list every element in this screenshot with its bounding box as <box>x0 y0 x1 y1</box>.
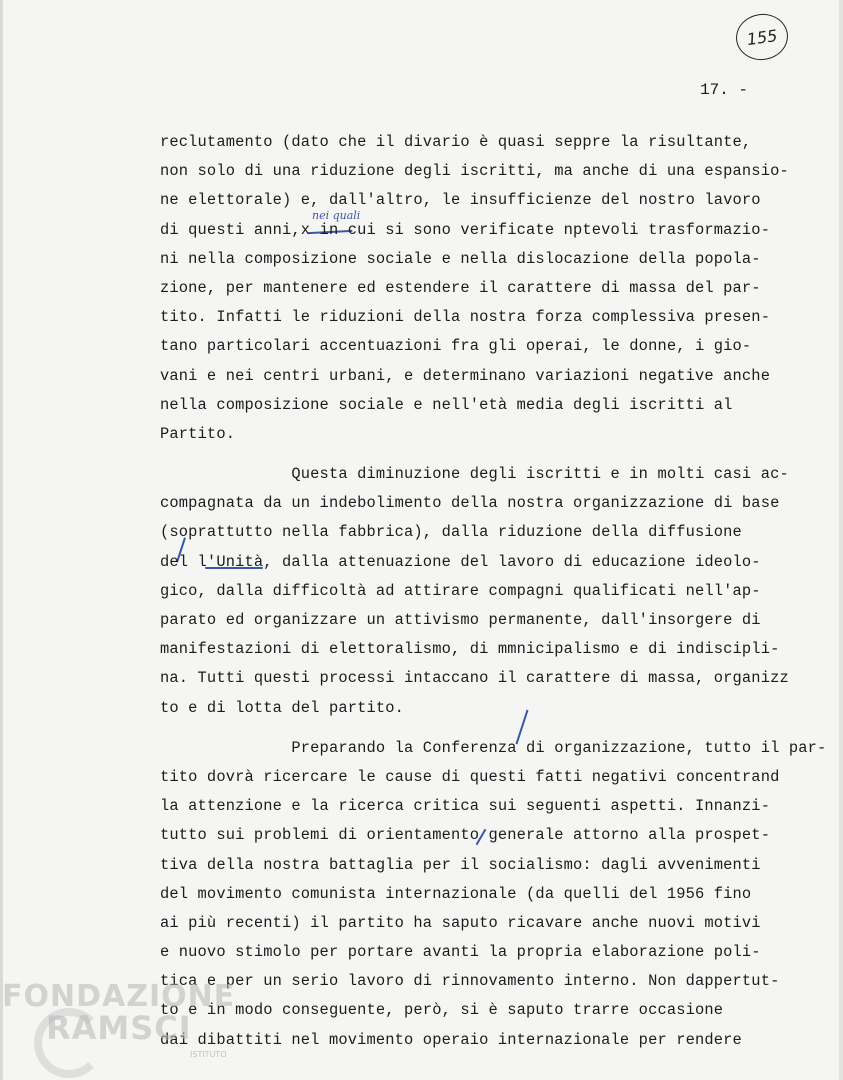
text-line: reclutamento (dato che il divario è quasi seppre la risultante, <box>160 133 752 151</box>
text-line: parato ed organizzare un attivismo permanente, dall'insorgere di <box>160 611 761 629</box>
text-line: Partito. <box>160 424 236 443</box>
text-line: del movimento comunista internazionale (da quelli del 1956 fino <box>160 884 752 903</box>
text-line: ne elettorale) e, dall'altro, le insufficienze del nostro lavoro <box>160 191 761 210</box>
text-line: ni nella composizione sociale e nella dislocazione della popola- <box>160 249 761 268</box>
page-number: 17. - <box>700 81 749 99</box>
text-line: gico, dalla difficoltà ad attirare compagni qualificati nell'ap- <box>160 581 761 600</box>
text-line: to e di lotta del partito. <box>160 698 405 717</box>
text-line: manifestazioni di elettoralismo, di mmnicipalismo e di indiscipli- <box>160 640 780 659</box>
watermark-subtitle: ISTITUTO <box>190 1050 227 1059</box>
handwritten-insertion: nei quali <box>312 209 361 222</box>
watermark-line-1: FONDAZIONE <box>2 979 236 1014</box>
text-line: Questa diminuzione degli iscritti e in molti casi ac- <box>160 465 789 484</box>
text-line: na. Tutti questi processi intaccano il carattere di massa, organizz <box>160 669 789 688</box>
text-line: e nuovo stimolo per portare avanti la propria elaborazione poli- <box>160 943 761 962</box>
archive-number-stamp <box>733 11 791 64</box>
text-line: tito dovrà ricercare le cause di questi fatti negativi concentrand <box>160 767 780 786</box>
text-line: (soprattutto nella fabbrica), dalla riduzione della diffusione <box>160 523 742 542</box>
text-line: di questi anni,x in cui si sono verificate nptevoli trasformazio- <box>160 220 771 239</box>
watermark <box>2 979 236 1047</box>
watermark-line-2: RAMSCI <box>46 1009 192 1047</box>
text-line: del l'Unità, dalla attenuazione del lavoro di educazione ideolo- <box>160 552 761 571</box>
paragraph-2 <box>160 460 840 723</box>
text-line: vani e nei centri urbani, e determinano variazioni negative anche <box>160 366 771 385</box>
typewritten-body <box>160 128 840 1055</box>
archive-number: 155 <box>745 25 779 49</box>
page-edge-left <box>0 0 3 1080</box>
text-line: non solo di una riduzione degli iscritti, ma anche di una espansio- <box>160 162 789 181</box>
paragraph-3 <box>160 734 840 1055</box>
text-line: tito. Infatti le riduzioni della nostra forza complessiva presen- <box>160 308 771 327</box>
text-line: Preparando la Conferenza di organizzazione, tutto il par- <box>160 738 827 757</box>
text-line: tano particolari accentuazioni fra gli operai, le donne, i gio- <box>160 337 752 356</box>
text-line: tutto sui problemi di orientamento generale attorno alla prospet- <box>160 826 771 845</box>
text-line: ai più recenti) il partito ha saputo ricavare anche nuovi motivi <box>160 913 761 932</box>
text-line: tica e per un serio lavoro di rinnovamento interno. Non dappertut- <box>160 972 780 991</box>
text-line: nella composizione sociale e nell'età media degli iscritti al <box>160 395 733 414</box>
text-line: to e in modo conseguente, però, si è saputo trarre occasione <box>160 1001 724 1020</box>
text-line: dai dibattiti nel movimento operaio internazionale per rendere <box>160 1030 742 1049</box>
text-line: tiva della nostra battaglia per il socialismo: dagli avvenimenti <box>160 855 761 874</box>
text-line: la attenzione e la ricerca critica sui seguenti aspetti. Innanzi- <box>160 797 771 816</box>
text-line: compagnata da un indebolimento della nostra organizzazione di base <box>160 494 780 513</box>
text-line: zione, per mantenere ed estendere il carattere di massa del par- <box>160 278 761 297</box>
paragraph-1 <box>160 128 840 449</box>
